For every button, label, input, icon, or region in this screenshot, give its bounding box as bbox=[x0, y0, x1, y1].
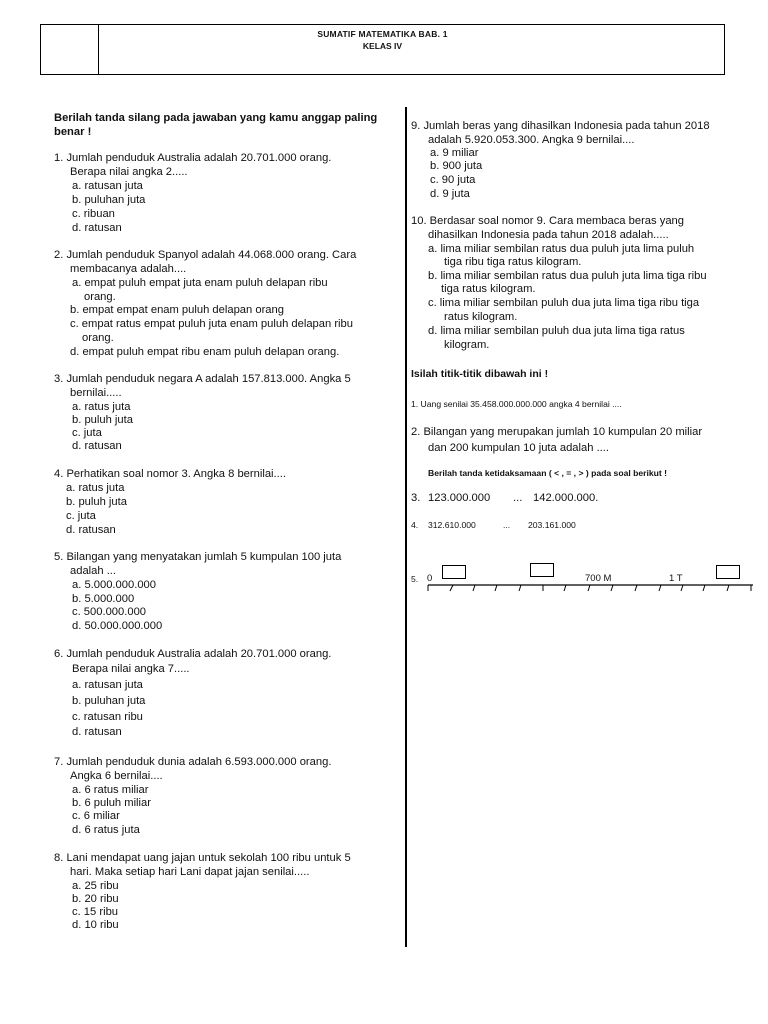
q10-line-1: 10. Berdasar soal nomor 9. Cara membaca beras yang bbox=[411, 215, 684, 227]
q3-option-a: a. ratus juta bbox=[72, 401, 131, 413]
q8-option-a: a. 25 ribu bbox=[72, 880, 119, 892]
q9-option-d: d. 9 juta bbox=[430, 188, 470, 200]
q1-line-1: 1. Jumlah penduduk Australia adalah 20.701.000 orang. bbox=[54, 152, 332, 164]
q5-line-1: 5. Bilangan yang menyatakan jumlah 5 kumpulan 100 juta bbox=[54, 551, 342, 563]
q1-option-c: c. ribuan bbox=[72, 208, 115, 220]
q4-option-c: c. juta bbox=[66, 510, 96, 522]
q10-line-2: dihasilkan Indonesia pada tahun 2018 adalah..... bbox=[428, 229, 669, 241]
q10-option-a-2: tiga ribu tiga ratus kilogram. bbox=[444, 256, 582, 268]
number-line-answer-box-1[interactable] bbox=[442, 565, 466, 579]
q6-option-b: b. puluhan juta bbox=[72, 695, 146, 707]
number-line bbox=[425, 575, 755, 595]
number-line-700m: 700 M bbox=[585, 573, 612, 584]
q8-line-2: hari. Maka setiap hari Lani dapat jajan senilai..... bbox=[70, 866, 310, 878]
q6-option-d: d. ratusan bbox=[72, 726, 122, 738]
q5-option-b: b. 5.000.000 bbox=[72, 593, 135, 605]
isian-4-number: 4. bbox=[411, 520, 419, 530]
column-divider bbox=[405, 107, 407, 947]
q2-option-c-1: c. empat ratus empat puluh juta enam puluh delapan ribu bbox=[70, 318, 353, 330]
q6-line-1: 6. Jumlah penduduk Australia adalah 20.701.000 orang. bbox=[54, 648, 332, 660]
q9-option-b: b. 900 juta bbox=[430, 160, 483, 172]
isian-4-left: 312.610.000 bbox=[428, 520, 476, 530]
q6-line-2: Berapa nilai angka 7..... bbox=[72, 663, 190, 675]
q2-line-2: membacanya adalah.... bbox=[70, 263, 187, 275]
q9-option-a: a. 9 miliar bbox=[430, 147, 479, 159]
q7-line-2: Angka 6 bernilai.... bbox=[70, 770, 163, 782]
isian-5-number: 5. bbox=[411, 574, 419, 584]
q10-option-d-2: kilogram. bbox=[444, 339, 490, 351]
q10-option-a-1: a. lima miliar sembilan ratus dua puluh juta lima puluh bbox=[428, 243, 695, 255]
q1-option-d: d. ratusan bbox=[72, 222, 122, 234]
isian-1: 1. Uang senilai 35.458.000.000.000 angka 4 bernilai .... bbox=[411, 399, 622, 409]
number-line-1t: 1 T bbox=[669, 573, 683, 584]
number-line-answer-box-2[interactable] bbox=[530, 563, 554, 577]
q2-option-b: b. empat empat enam puluh delapan orang bbox=[70, 304, 284, 316]
q3-option-b: b. puluh juta bbox=[72, 414, 133, 426]
exam-title: SUMATIF MATEMATIKA BAB. 1 bbox=[317, 29, 448, 39]
q8-option-d: d. 10 ribu bbox=[72, 919, 119, 931]
q2-option-c-2: orang. bbox=[82, 332, 114, 344]
q5-option-d: d. 50.000.000.000 bbox=[72, 620, 163, 632]
exam-class: KELAS IV bbox=[362, 41, 403, 51]
isian-3-left: 123.000.000 bbox=[428, 492, 491, 504]
isian-4-right: 203.161.000 bbox=[528, 520, 576, 530]
q5-line-2: adalah ... bbox=[70, 565, 117, 577]
q8-option-b: b. 20 ribu bbox=[72, 893, 119, 905]
instruction-line-1: Berilah tanda silang pada jawaban yang kamu anggap paling bbox=[54, 112, 378, 124]
instruction-line-2: benar ! bbox=[54, 126, 92, 138]
q8-option-c: c. 15 ribu bbox=[72, 906, 119, 918]
header-box bbox=[40, 24, 725, 75]
q1-option-a: a. ratusan juta bbox=[72, 180, 143, 192]
q2-option-a-2: orang. bbox=[84, 291, 116, 303]
q10-option-c-2: ratus kilogram. bbox=[444, 311, 518, 323]
isian-3-dots: ... bbox=[513, 492, 523, 504]
q4-option-d: d. ratusan bbox=[66, 524, 116, 536]
q4-option-b: b. puluh juta bbox=[66, 496, 127, 508]
q3-line-1: 3. Jumlah penduduk negara A adalah 157.813.000. Angka 5 bbox=[54, 373, 351, 385]
q4-line-1: 4. Perhatikan soal nomor 3. Angka 8 bernilai.... bbox=[54, 468, 286, 480]
q3-option-c: c. juta bbox=[72, 427, 102, 439]
q3-line-2: bernilai..... bbox=[70, 387, 122, 399]
isian-2-line-2: dan 200 kumpulan 10 juta adalah .... bbox=[428, 442, 609, 454]
q10-option-b-2: tiga ratus kilogram. bbox=[441, 283, 536, 295]
q1-line-2: Berapa nilai angka 2..... bbox=[70, 166, 188, 178]
q7-option-d: d. 6 ratus juta bbox=[72, 824, 140, 836]
q10-option-b-1: b. lima miliar sembilan ratus dua puluh juta lima tiga ribu bbox=[428, 270, 707, 282]
number-line-zero: 0 bbox=[427, 573, 433, 584]
q2-option-d: d. empat puluh empat ribu enam puluh delapan orang. bbox=[70, 346, 340, 358]
q6-option-c: c. ratusan ribu bbox=[72, 711, 143, 723]
q4-option-a: a. ratus juta bbox=[66, 482, 125, 494]
q1-option-b: b. puluhan juta bbox=[72, 194, 146, 206]
isian-4-dots: ... bbox=[503, 520, 511, 530]
q10-option-d-1: d. lima miliar sembilan puluh dua juta lima tiga ratus bbox=[428, 325, 685, 337]
q9-line-1: 9. Jumlah beras yang dihasilkan Indonesia pada tahun 2018 bbox=[411, 120, 710, 132]
isian-3-number: 3. bbox=[411, 492, 421, 504]
q2-line-1: 2. Jumlah penduduk Spanyol adalah 44.068.000 orang. Cara bbox=[54, 249, 357, 261]
q6-option-a: a. ratusan juta bbox=[72, 679, 143, 691]
isian-title: Isilah titik-titik dibawah ini ! bbox=[411, 368, 549, 380]
q8-line-1: 8. Lani mendapat uang jajan untuk sekolah 100 ribu untuk 5 bbox=[54, 852, 351, 864]
isian-2-line-1: 2. Bilangan yang merupakan jumlah 10 kumpulan 20 miliar bbox=[411, 426, 703, 438]
q7-option-c: c. 6 miliar bbox=[72, 810, 120, 822]
q9-line-2: adalah 5.920.053.300. Angka 9 bernilai.... bbox=[428, 134, 635, 146]
number-line-answer-box-3[interactable] bbox=[716, 565, 740, 579]
q9-option-c: c. 90 juta bbox=[430, 174, 476, 186]
q7-option-b: b. 6 puluh miliar bbox=[72, 797, 151, 809]
q5-option-a: a. 5.000.000.000 bbox=[72, 579, 156, 591]
q7-option-a: a. 6 ratus miliar bbox=[72, 784, 149, 796]
q3-option-d: d. ratusan bbox=[72, 440, 122, 452]
q7-line-1: 7. Jumlah penduduk dunia adalah 6.593.000.000 orang. bbox=[54, 756, 332, 768]
isian-3-right: 142.000.000. bbox=[533, 492, 599, 504]
q2-option-a-1: a. empat puluh empat juta enam puluh delapan ribu bbox=[72, 277, 328, 289]
q5-option-c: c. 500.000.000 bbox=[72, 606, 147, 618]
q10-option-c-1: c. lima miliar sembilan puluh dua juta lima tiga ribu tiga bbox=[428, 297, 700, 309]
tanda-title: Berilah tanda ketidaksamaan ( < , = , > ) pada soal berikut ! bbox=[428, 468, 668, 478]
